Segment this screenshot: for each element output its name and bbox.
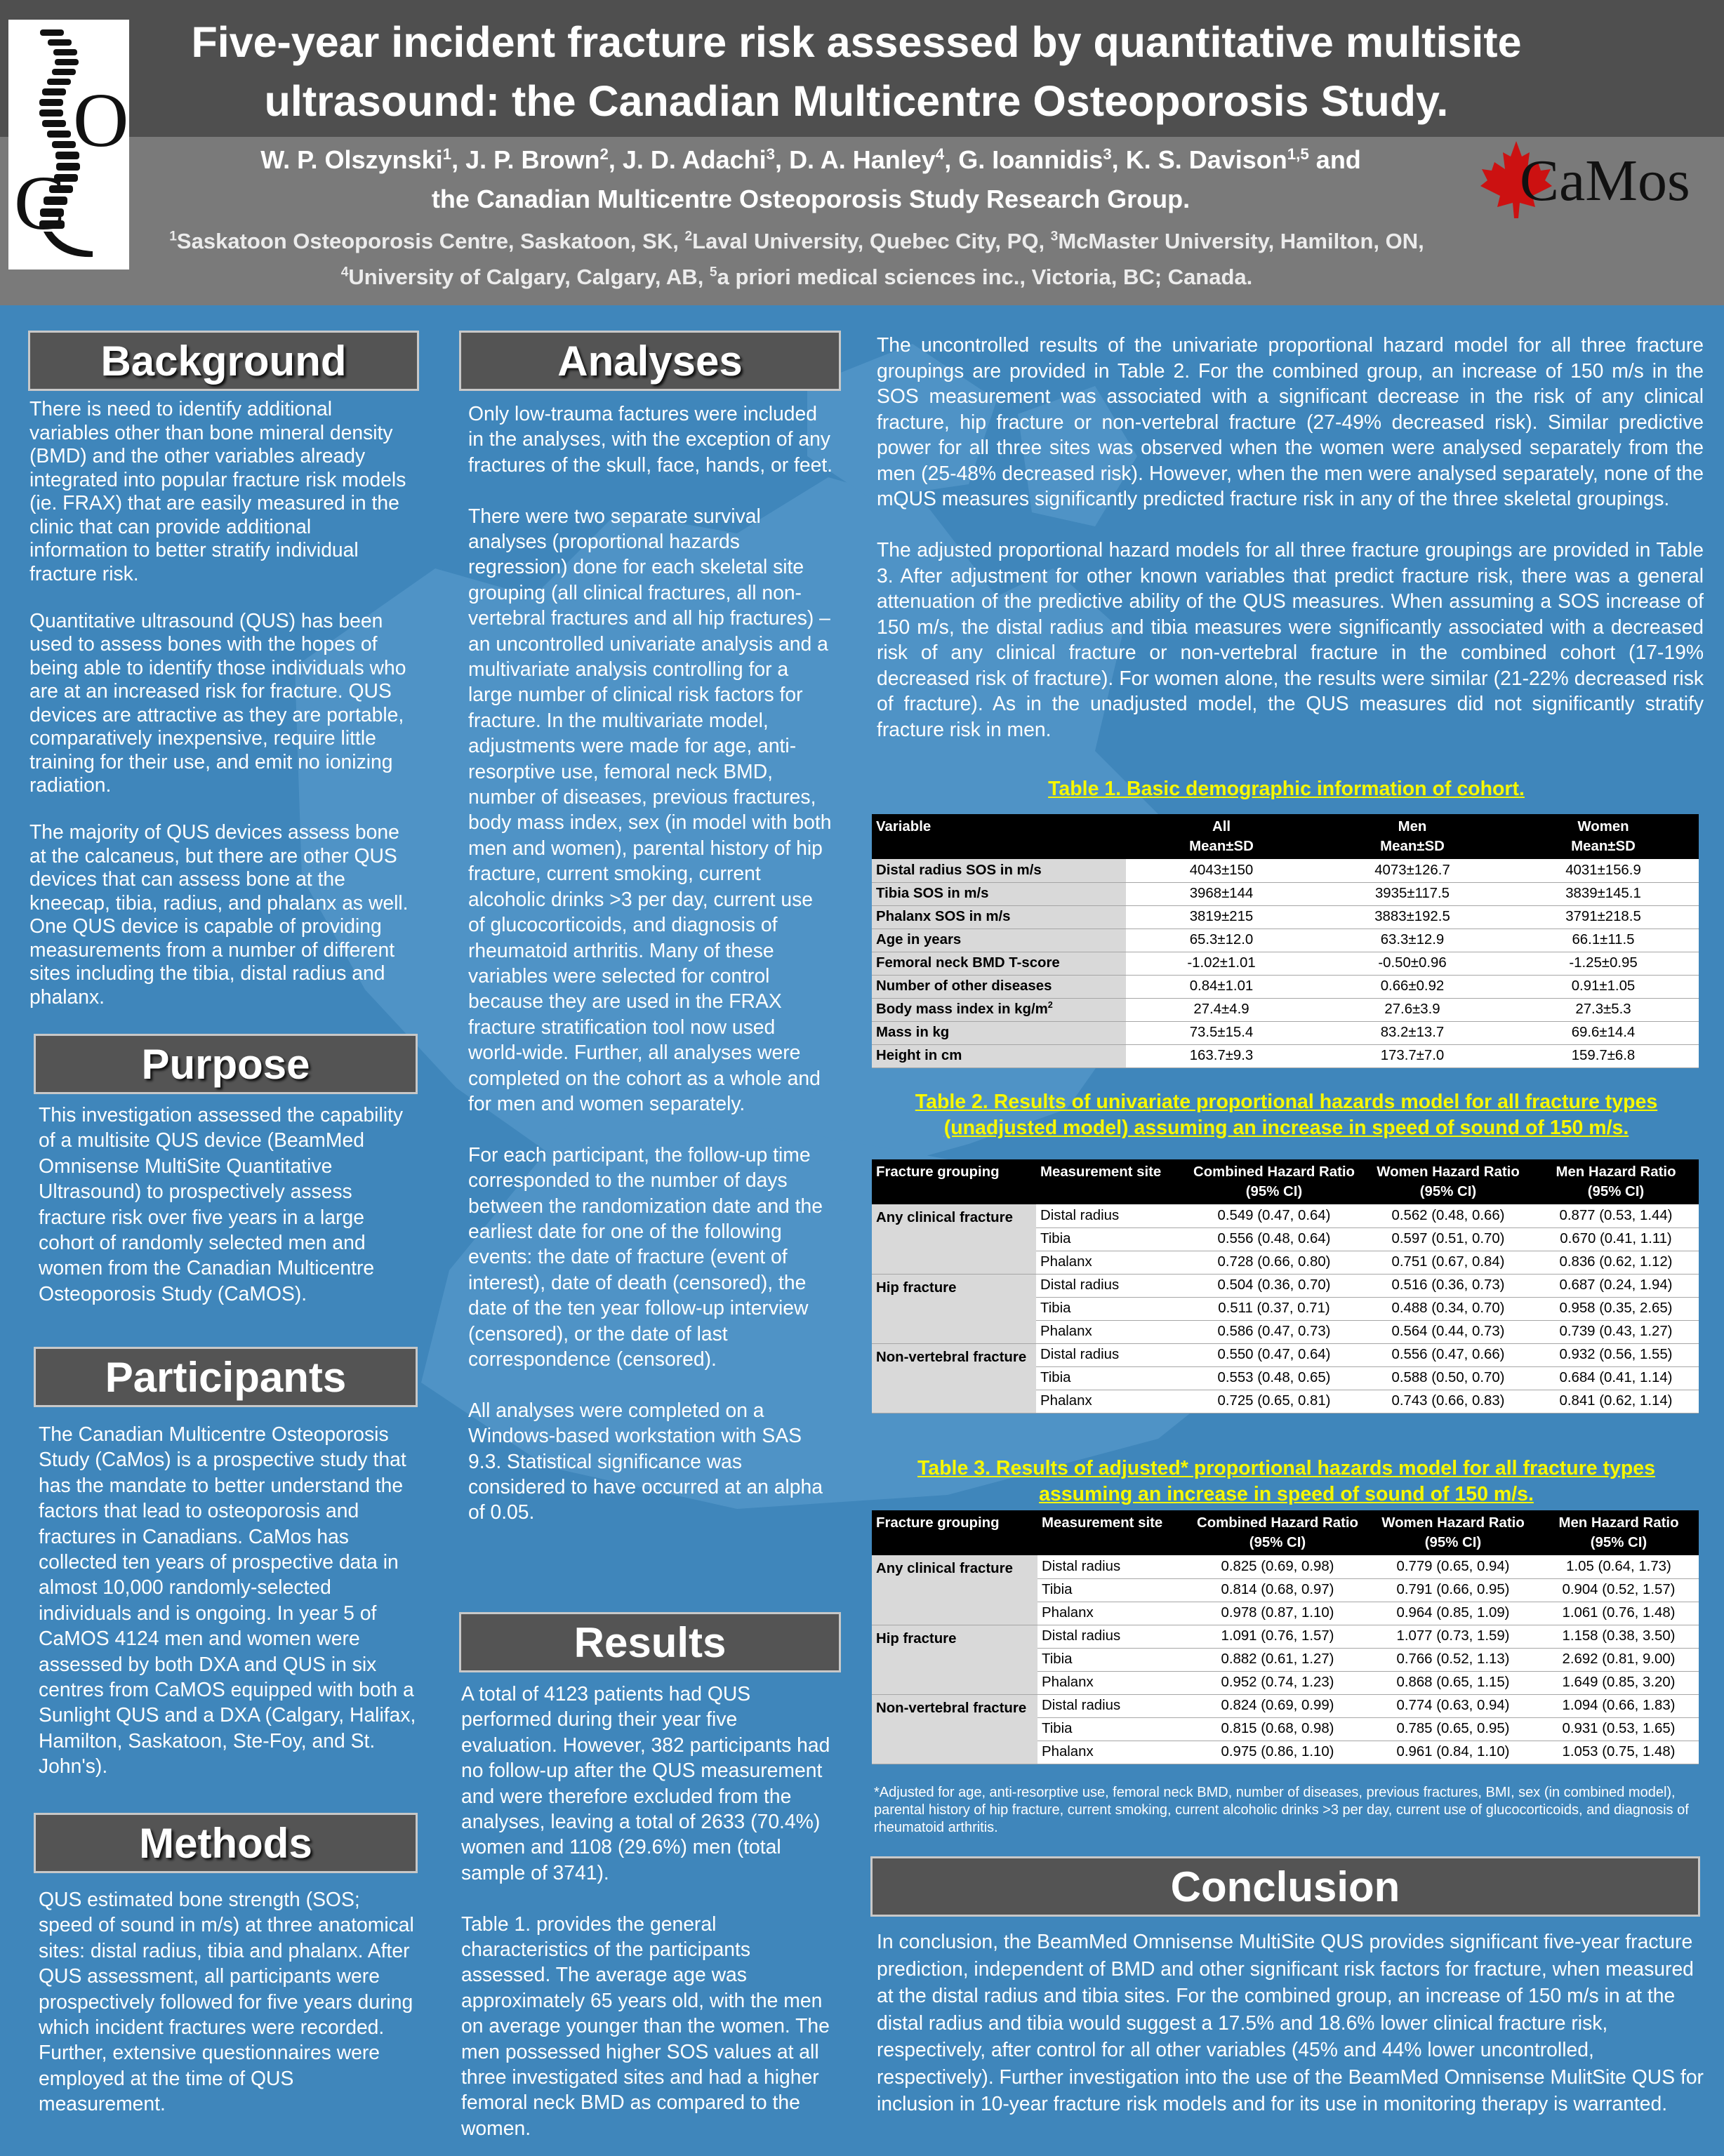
- column-header: Women Hazard Ratio (95% CI): [1363, 1159, 1533, 1204]
- paragraph: There were two separate survival analyses (proportional hazards regression) done for each skeletal site grouping (all clinical fractures, all non-vertebral fractures and all hip fractures) – an uncontrolled univariate analysis and a multivariate analysis controlling for a large number of clinical risk factors for fracture. In the multivariate model, adjustments were made for age, anti-resorptive use, femoral neck BMD, number of diseases, previous fractures, body mass index, sex (in model with both men and women), parental history of hip fracture, current smoking, current alcoholic drinks >3 per day, current use of glucocorticoids, and diagnosis of rheumatoid arthritis. Many of these variables were selected for control because they are used in the FRAX fracture stratification tool now used world-wide. Further, all analyses were completed on the cohort as a whole and for men and women separately.: [468, 504, 832, 1114]
- table-row: Tibia 0.511 (0.37, 0.71) 0.488 (0.34, 0.70) 0.958 (0.35, 2.65): [872, 1297, 1699, 1320]
- table-row: Phalanx 0.975 (0.86, 1.10) 0.961 (0.84, 1.10) 1.053 (0.75, 1.48): [872, 1741, 1699, 1764]
- paragraph: Table 1. provides the general characteristics of the participants assessed. The average age was approximately 65 years old, with the men on average younger than the women. The men possessed higher SOS values at all three investigated sites and had a higher femoral neck BMD as compared to the women.: [461, 1912, 830, 2139]
- table1-caption: Table 1. Basic demographic information of cohort.: [1048, 778, 1525, 800]
- table-row: Tibia SOS in m/s 3968±144 3935±117.5 3839±145.1: [872, 882, 1699, 905]
- table-row: Tibia 0.556 (0.48, 0.64) 0.597 (0.51, 0.70) 0.670 (0.41, 1.11): [872, 1227, 1699, 1251]
- table-row: Age in years 65.3±12.0 63.3±12.9 66.1±11.5: [872, 929, 1699, 952]
- participants-body: [39, 1421, 418, 1779]
- table-row: Phalanx 0.586 (0.47, 0.73) 0.564 (0.44, 0.73) 0.739 (0.43, 1.27): [872, 1320, 1699, 1343]
- affiliation-line: $^1$Saskatoon Osteoporosis Centre, Saskatoon, SK, $^2$Laval University, Quebec City, PQ, $^3$McMaster University, Hamilton, ON,: [169, 229, 1424, 253]
- title-line-2: ultrasound: the Canadian Multicentre Osteoporosis Study.: [264, 77, 1449, 125]
- table-row: Tibia 0.815 (0.68, 0.98) 0.785 (0.65, 0.95) 0.931 (0.53, 1.65): [872, 1717, 1699, 1741]
- author: J. D. Adachi: [622, 145, 767, 174]
- table-row: Hip fracture Distal radius 0.504 (0.36, 0.70) 0.516 (0.36, 0.73) 0.687 (0.24, 1.94): [872, 1274, 1699, 1297]
- column-header: Women Mean±SD: [1508, 814, 1699, 859]
- background-body: [29, 397, 412, 1009]
- table-header-row: [872, 1159, 1699, 1204]
- author: K. S. Davison: [1125, 145, 1287, 174]
- purpose-body: [39, 1102, 418, 1306]
- table-row: Hip fracture Distal radius 1.091 (0.76, 1.57) 1.077 (0.73, 1.59) 1.158 (0.38, 3.50): [872, 1625, 1699, 1648]
- author: W. P. Olszynski: [260, 145, 443, 174]
- column-header: Men Hazard Ratio (95% CI): [1539, 1510, 1699, 1555]
- research-group: the Canadian Multicentre Osteoporosis Study Research Group.: [431, 185, 1191, 213]
- logo-letter-c: C: [14, 160, 66, 246]
- table-row: Phalanx 0.728 (0.66, 0.80) 0.751 (0.67, 0.84) 0.836 (0.62, 1.12): [872, 1251, 1699, 1274]
- paragraph: A total of 4123 patients had QUS performed during their year five evaluation. However, 382 participants had no follow-up after the QUS measurement and were therefore excluded from the analyses, leaving a total of 2633 (70.4%) women and 1108 (29.6%) men (total sample of 3741).: [461, 1682, 830, 1884]
- paragraph: QUS estimated bone strength (SOS; speed of sound in m/s) at three anatomical sites: distal radius, tibia and phalanx. After QUS assessment, all participants were prospectively followed for five years during which incident fractures were recorded. Further, extensive questionnaires were employed at the time of QUS measurement.: [39, 1888, 414, 2115]
- cos-spine-logo: [8, 20, 129, 270]
- table-row: Non-vertebral fracture Distal radius 0.550 (0.47, 0.64) 0.556 (0.47, 0.66) 0.932 (0.56, 1.55): [872, 1343, 1699, 1366]
- table-row: Height in cm 163.7±9.3 173.7±7.0 159.7±6.8: [872, 1044, 1699, 1067]
- column-header: Fracture grouping: [872, 1159, 1036, 1204]
- results-continued: [877, 332, 1704, 742]
- table-row: Distal radius SOS in m/s 4043±150 4073±126.7 4031±156.9: [872, 859, 1699, 882]
- background-heading: Background: [28, 331, 419, 391]
- table-row: Femoral neck BMD T-score -1.02±1.01 -0.50±0.96 -1.25±0.95: [872, 952, 1699, 975]
- column-header: Fracture grouping: [872, 1510, 1037, 1555]
- paragraph: All analyses were completed on a Windows-based workstation with SAS 9.3. Statistical significance was considered to have occurred at an alpha of 0.05.: [468, 1398, 823, 1524]
- affiliations: [140, 223, 1453, 295]
- table-row: Phalanx 0.725 (0.65, 0.81) 0.743 (0.66, 0.83) 0.841 (0.62, 1.14): [872, 1390, 1699, 1413]
- table-header-row: [872, 1510, 1699, 1555]
- purpose-heading: Purpose: [34, 1034, 418, 1094]
- table-row: Tibia 0.814 (0.68, 0.97) 0.791 (0.66, 0.95) 0.904 (0.52, 1.57): [872, 1578, 1699, 1602]
- table3-adjusted: [872, 1510, 1699, 1764]
- table2-univariate: [872, 1159, 1699, 1413]
- analyses-body: [468, 401, 833, 1525]
- table-row: Phalanx 0.952 (0.74, 1.23) 0.868 (0.65, 1.15) 1.649 (0.85, 3.20): [872, 1671, 1699, 1694]
- results-heading: Results: [459, 1612, 841, 1672]
- logo-letter-o: O: [73, 77, 129, 163]
- poster-title: [140, 13, 1572, 131]
- table-row: Tibia 0.882 (0.61, 1.27) 0.766 (0.52, 1.13) 2.692 (0.81, 9.00): [872, 1648, 1699, 1671]
- column-header: Women Hazard Ratio (95% CI): [1367, 1510, 1539, 1555]
- participants-heading: Participants: [34, 1347, 418, 1407]
- column-header: Combined Hazard Ratio (95% CI): [1185, 1159, 1363, 1204]
- paragraph: This investigation assessed the capability of a multisite QUS device (BeamMed Omnisense MultiSite Quantitative Ultrasound) to prospectively assess fracture risk over five years in a large cohort of randomly selected men and women from the Canadian Multicentre Osteoporosis Study (CaMOS).: [39, 1103, 404, 1305]
- paragraph: Quantitative ultrasound (QUS) has been used to assess bones with the hopes of being able to identify those individuals who are at an increased risk for fracture. QUS devices are attractive as they are portable, comparatively inexpensive, require little training for their use, and emit no ionizing radiation.: [29, 608, 406, 796]
- analyses-heading: Analyses: [459, 331, 841, 391]
- table-row: Number of other diseases 0.84±1.01 0.66±0.92 0.91±1.05: [872, 975, 1699, 998]
- paragraph: The majority of QUS devices assess bone at the calcaneus, but there are other QUS devices that can assess bone at the kneecap, tibia, radius, and phalanx as well. One QUS device is capable of providing measurements from a number of different sites including the tibia, distal radius and phalanx.: [29, 820, 409, 1008]
- column-header: All Mean±SD: [1126, 814, 1317, 859]
- paragraph: The adjusted proportional hazard models for all three fracture groupings are provided in Table 3. After adjustment for other known variables that predict fracture risk, there was a general attenuation of the predictive ability of the QUS measures. When assuming a SOS increase of 150 m/s, the distal radius and tibia measures were significantly associated with a decreased risk of any clinical fracture or non-vertebral fracture in the combined cohort (17-19% decreased risk of fracture). For women alone, the results were similar (21-22% decreased risk of fracture). As in the unadjusted model, the QUS measures did not significantly stratify fracture risk in men.: [877, 538, 1704, 740]
- table3-footnote: *Adjusted for age, anti-resorptive use, femoral neck BMD, number of diseases, previous fractures, BMI, sex (in combined model), parental history of hip fracture, current smoking, current alcoholic drinks >3 per day, current use of glucocorticoids, and diagnosis of rheumatoid arthritis.: [874, 1785, 1689, 1835]
- paragraph: For each participant, the follow-up time corresponded to the number of days between the randomization date and the earliest date for one of the following events: the date of fracture (event of interest), date of death (censored), the date of the ten year follow-up interview (censored), or the date of last correspondence (censored).: [468, 1143, 823, 1370]
- table-row: Body mass index in $kg/m^2$ 27.4±4.9 27.6±3.9 27.3±5.3: [872, 998, 1699, 1021]
- author: D. A. Hanley: [789, 145, 936, 174]
- column-header: Men Mean±SD: [1317, 814, 1508, 859]
- table-row: Mass in kg 73.5±15.4 83.2±13.7 69.6±14.4: [872, 1021, 1699, 1044]
- results-body: [461, 1681, 837, 2141]
- table2-caption: Table 2. Results of univariate proportional hazards model for all fracture types (unadjusted model) assuming an increase in speed of sound of 150 m/s.: [915, 1091, 1658, 1139]
- camos-wordmark: CaMos: [1520, 148, 1690, 213]
- table-header-row: [872, 814, 1699, 859]
- paragraph: There is need to identify additional variables other than bone mineral density (BMD) and the other variables already integrated into popular fracture risk models (ie. FRAX) that are easily measured in the clinic that can provide additional information to better stratify individual fracture risk.: [29, 397, 406, 585]
- column-header: Measurement site: [1036, 1159, 1185, 1204]
- title-line-1: Five-year incident fracture risk assessed by quantitative multisite: [191, 18, 1522, 66]
- author-line: W. P. Olszynski$^1$, J. P. Brown$^2$, J. D. Adachi$^3$, D. A. Hanley$^4$, G. Ioannidis$^3$, K. S. Davison$^{1,5}$ and: [260, 145, 1361, 174]
- table-row: Any clinical fracture Distal radius 0.549 (0.47, 0.64) 0.562 (0.48, 0.66) 0.877 (0.53, 1.44): [872, 1204, 1699, 1227]
- table3-caption: Table 3. Results of adjusted* proportional hazards model for all fracture types assuming an increase in speed of sound of 150 m/s.: [917, 1457, 1656, 1505]
- column-header: Variable: [872, 814, 1126, 859]
- methods-body: [39, 1886, 418, 2117]
- affiliation-line: $^4$University of Calgary, Calgary, AB, $^5$a priori medical sciences inc., Victoria, BC; Canada.: [340, 265, 1253, 289]
- author: G. Ioannidis: [958, 145, 1103, 174]
- table-row: Phalanx SOS in m/s 3819±215 3883±192.5 3791±218.5: [872, 905, 1699, 929]
- table1-demographics: [872, 814, 1699, 1068]
- paragraph: The Canadian Multicentre Osteoporosis Study (CaMos) is a prospective study that has the mandate to better understand the factors that lead to osteoporosis and fractures in Canadians. CaMos has collected ten years of prospective data in almost 10,000 randomly-selected individuals and is ongoing. In year 5 of CaMOS 4124 men and women were assessed by both DXA and QUS in six centres from CaMOS equipped with both a Sunlight QUS and a DXA (Calgary, Halifax, Hamilton, Saskatoon, Ste-Foy, and St. John's).: [39, 1423, 416, 1778]
- camos-logo: [1478, 137, 1720, 221]
- paragraph: Only low-trauma factures were included in the analyses, with the exception of any fractures of the skull, face, hands, or feet.: [468, 402, 833, 476]
- paragraph: The uncontrolled results of the univariate proportional hazard model for all three fracture groupings are provided in Table 2. For the combined group, an increase of 150 m/s in the SOS measurement was associated with a significant decrease in the risk of any clinical fracture, hip fracture or non-vertebral fracture (27-49% decreased risk). Similar predictive power for all three sites was observed when the women were analysed separately from the men (25-48% decreased risk). However, when the men were analysed separately, none of the mQUS measures significantly predicted fracture risk in any of the three skeletal groupings.: [877, 333, 1704, 510]
- methods-heading: Methods: [34, 1813, 418, 1873]
- column-header: Men Hazard Ratio (95% CI): [1533, 1159, 1699, 1204]
- table-row: Any clinical fracture Distal radius 0.825 (0.69, 0.98) 0.779 (0.65, 0.94) 1.05 (0.64, 1.73): [872, 1555, 1699, 1578]
- column-header: Combined Hazard Ratio (95% CI): [1188, 1510, 1367, 1555]
- paragraph: In conclusion, the BeamMed Omnisense MultiSite QUS provides significant five-year fracture prediction, independent of BMD and other significant risk factors for fracture, when measured at the distal radius and tibia sites. For the combined group, an increase of 150 m/s in at the distal radius and tibia would suggest a 17.5% and 18.6% lower clinical fracture risk, respectively, after control for all other variables (45% and 44% lower uncontrolled, respectively). Further investigation into the use of the BeamMed Omnisense MulitSite QUS for inclusion in 10-year fracture risk models and for its use in monitoring therapy is warranted.: [877, 1930, 1704, 2115]
- conclusion-heading: Conclusion: [870, 1856, 1700, 1917]
- author: J. P. Brown: [465, 145, 600, 174]
- conclusion-body: [877, 1928, 1704, 2117]
- table-row: Non-vertebral fracture Distal radius 0.824 (0.69, 0.99) 0.774 (0.63, 0.94) 1.094 (0.66, 1.83): [872, 1694, 1699, 1717]
- table-row: Phalanx 0.978 (0.87, 1.10) 0.964 (0.85, 1.09) 1.061 (0.76, 1.48): [872, 1602, 1699, 1625]
- column-header: Measurement site: [1037, 1510, 1188, 1555]
- table-row: Tibia 0.553 (0.48, 0.65) 0.588 (0.50, 0.70) 0.684 (0.41, 1.14): [872, 1366, 1699, 1390]
- authors-tail: and: [1315, 145, 1361, 174]
- author-list: [154, 140, 1467, 219]
